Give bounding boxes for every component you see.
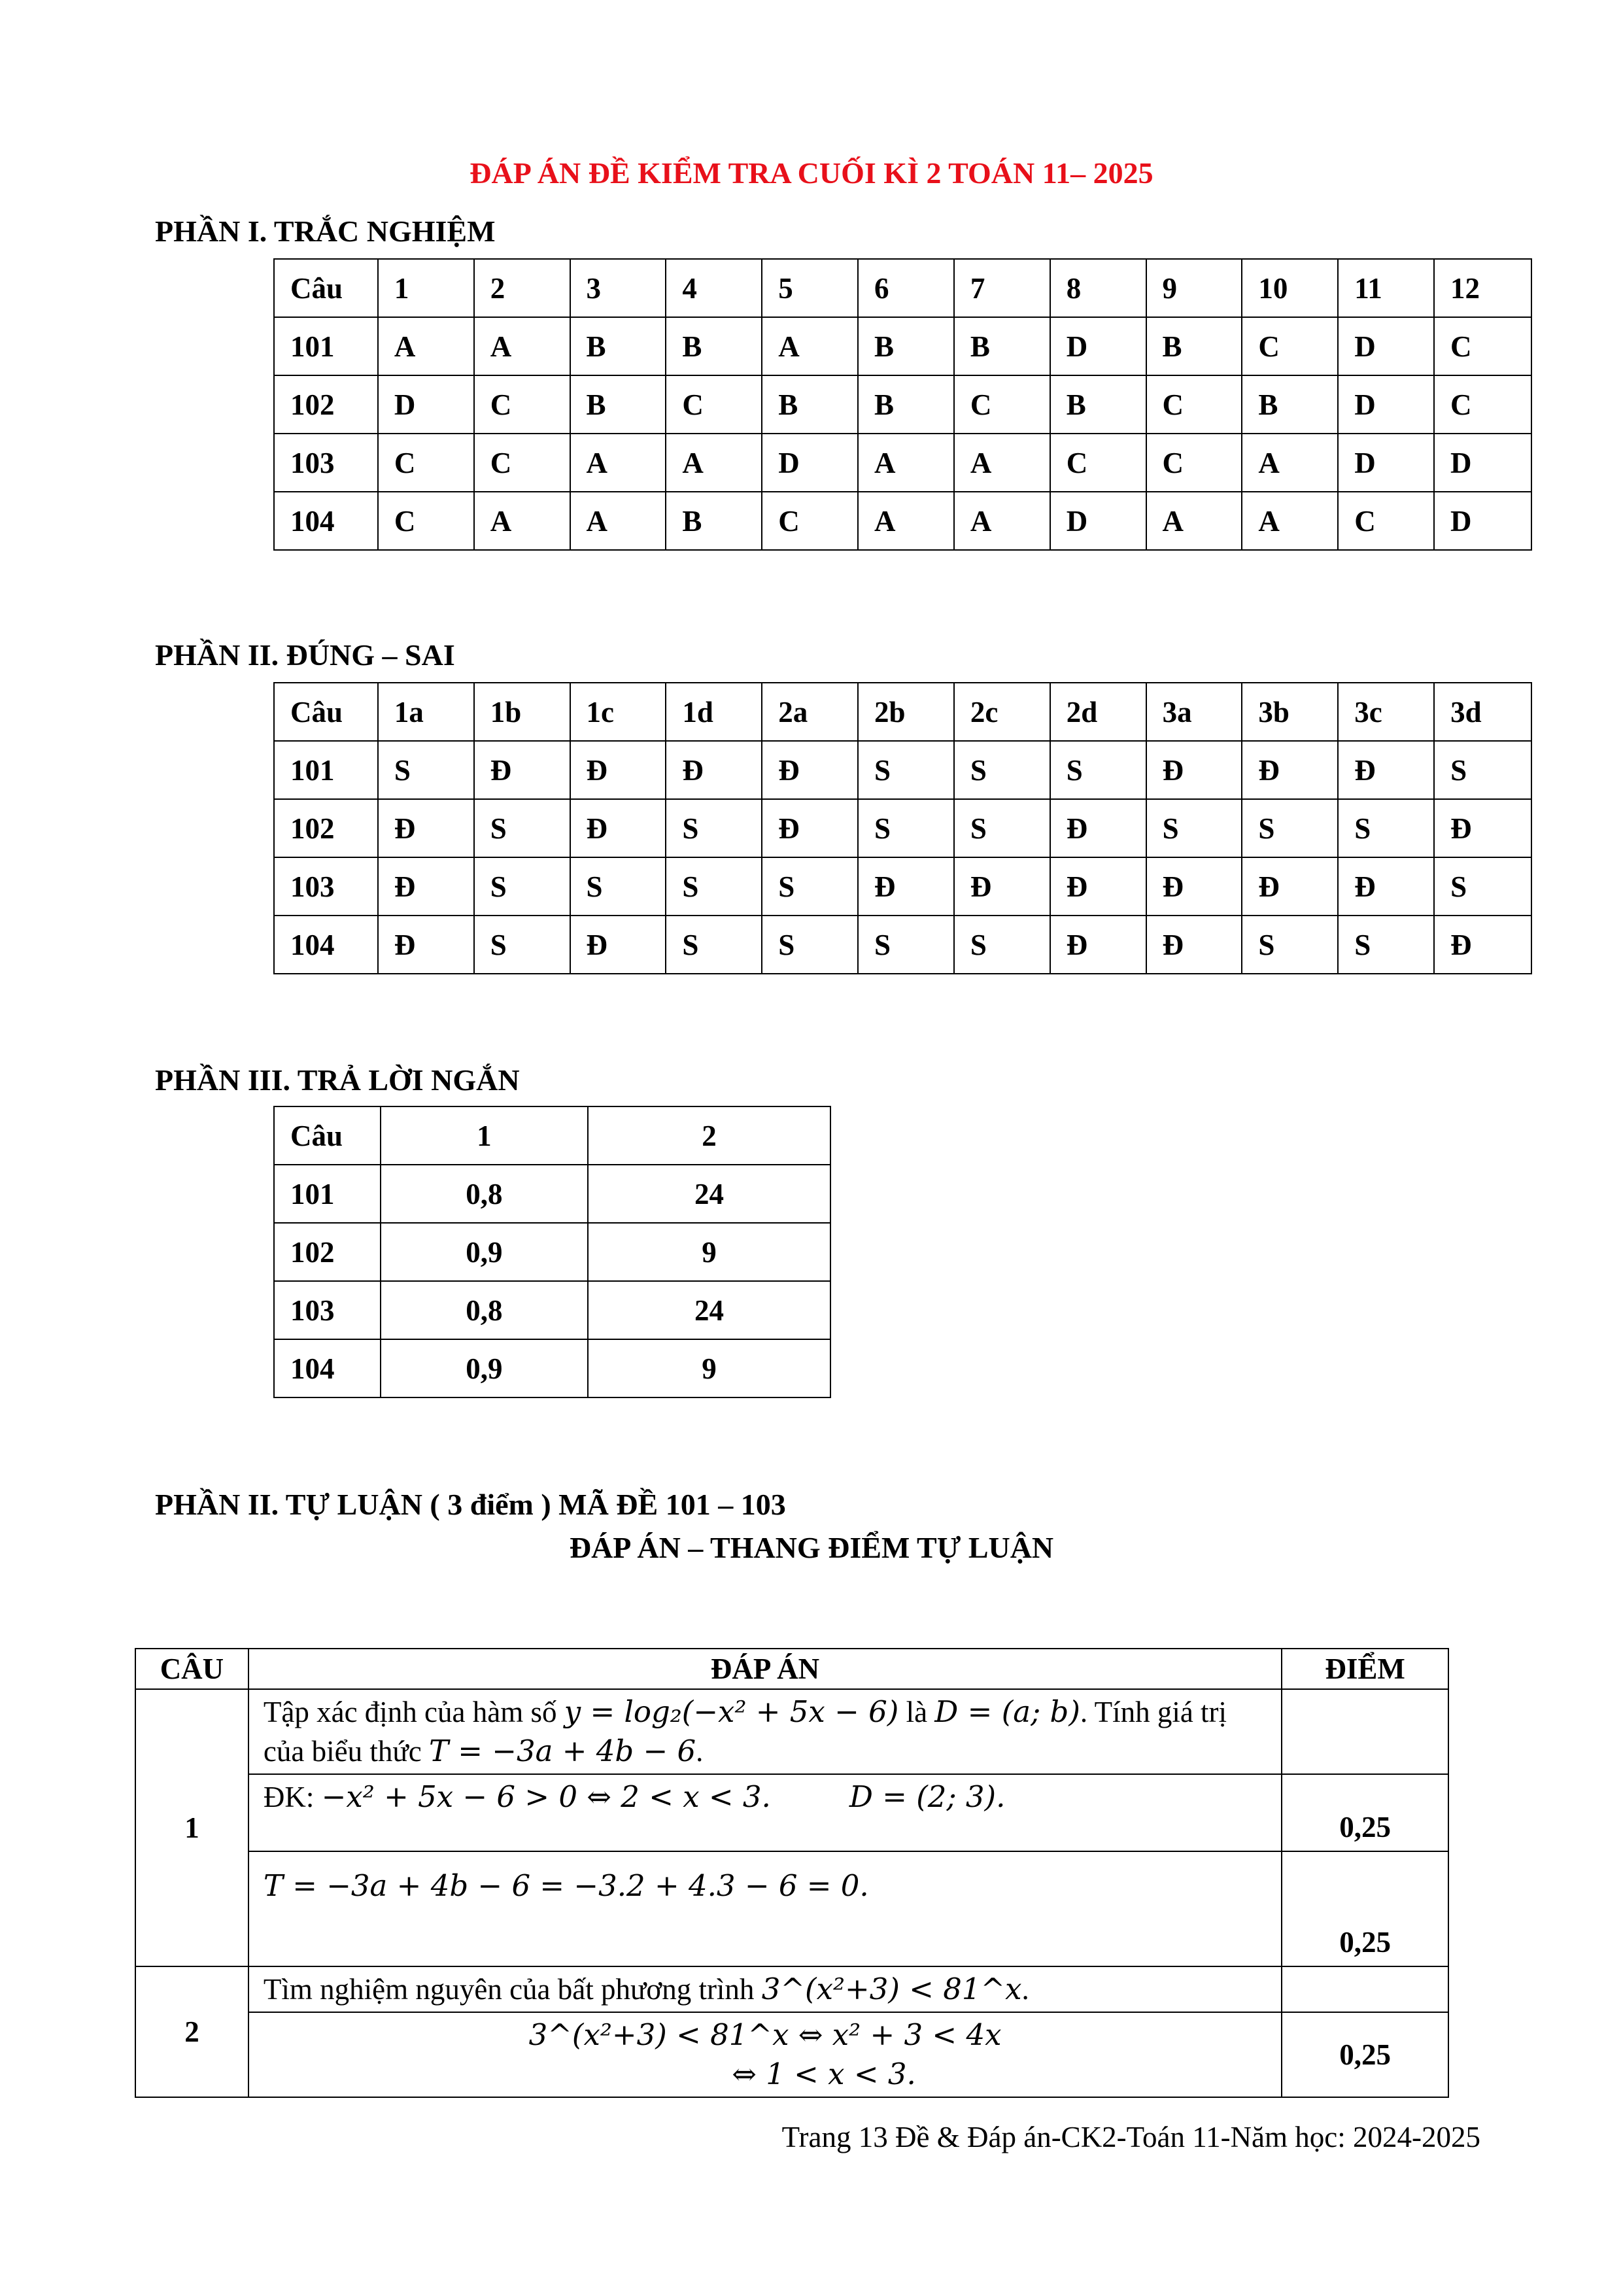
part2-header-cell: 1c [570, 683, 666, 741]
part1-cell: C [666, 375, 762, 434]
q1-step1-points: 0,25 [1282, 1774, 1448, 1851]
q2-prompt-end: . [1021, 1973, 1029, 2006]
part1-cell: B [666, 492, 762, 550]
part2-header-cell: 3b [1242, 683, 1338, 741]
part2-header-cell: 3a [1146, 683, 1242, 741]
part2-cell: S [1434, 857, 1531, 916]
part2-cell: Đ [378, 916, 474, 974]
part1-cell: C [474, 434, 570, 492]
part2-cell: Đ [1050, 857, 1146, 916]
part2-header-cell: 1d [666, 683, 762, 741]
part3-table [273, 1106, 831, 1398]
part3-row [274, 1281, 830, 1339]
essay-table [135, 1648, 1449, 2098]
part2-cell: S [1050, 741, 1146, 799]
q1-prompt-text-b: là [898, 1696, 935, 1728]
part1-cell: C [762, 492, 858, 550]
part3-cell: 102 [274, 1223, 381, 1281]
part1-cell: B [570, 375, 666, 434]
part2-header-cell: 3d [1434, 683, 1531, 741]
col-header-dap-an: ĐÁP ÁN [248, 1649, 1282, 1689]
part1-cell: A [570, 434, 666, 492]
part2-cell: Đ [570, 741, 666, 799]
page-footer: Trang 13 Đề & Đáp án-CK2-Toán 11-Năm học: 2024-2025 [781, 2121, 1480, 2153]
part1-cell: D [1050, 317, 1146, 375]
part3-cell: 103 [274, 1281, 381, 1339]
part2-header-cell: 2a [762, 683, 858, 741]
part1-cell: C [1050, 434, 1146, 492]
part1-cell: D [1338, 375, 1434, 434]
part1-cell: C [1146, 375, 1242, 434]
q1-prompt-points [1282, 1689, 1448, 1774]
part1-row [274, 317, 1531, 375]
part1-cell: B [1242, 375, 1338, 434]
part3-header-cell: 2 [588, 1106, 830, 1165]
part1-header-cell: 1 [378, 259, 474, 317]
part2-cell: S [1242, 799, 1338, 857]
part2-cell: S [474, 916, 570, 974]
q1-step2-points: 0,25 [1282, 1851, 1448, 1966]
part2-cell: Đ [570, 916, 666, 974]
part2-cell: 104 [274, 916, 378, 974]
part1-cell: C [378, 434, 474, 492]
part3-row [274, 1165, 830, 1223]
part1-cell: A [474, 492, 570, 550]
part2-header-cell: 2c [954, 683, 1050, 741]
part1-cell: C [1434, 375, 1531, 434]
q1-prompt [248, 1689, 1282, 1774]
part2-cell: S [666, 857, 762, 916]
part2-header-cell: 1a [378, 683, 474, 741]
q2-step-row [135, 2012, 1448, 2097]
q2-prompt [248, 1966, 1282, 2012]
part1-cell: 101 [274, 317, 378, 375]
q2-prompt-math: 3^(x²+3) < 81^x [761, 1972, 1022, 2006]
part2-cell: S [1338, 916, 1434, 974]
part3-cell: 101 [274, 1165, 381, 1223]
part1-header-cell: Câu [274, 259, 378, 317]
part1-cell: C [1338, 492, 1434, 550]
q1-number: 1 [135, 1689, 248, 1966]
part2-cell: S [858, 799, 954, 857]
part1-heading: PHẦN I. TRẮC NGHIỆM [155, 214, 496, 248]
part2-table [273, 682, 1532, 974]
part2-cell: Đ [1050, 916, 1146, 974]
col-header-diem: ĐIỂM [1282, 1649, 1448, 1689]
q2-prompt-points [1282, 1966, 1448, 2012]
part1-header-cell: 9 [1146, 259, 1242, 317]
part1-cell: B [1146, 317, 1242, 375]
q1-step1-domain: D = (2; 3). [849, 1779, 1006, 1814]
part3-cell: 0,9 [381, 1223, 588, 1281]
part1-cell: D [378, 375, 474, 434]
part1-cell: C [1146, 434, 1242, 492]
part2-cell: Đ [1242, 741, 1338, 799]
part2-cell: S [762, 857, 858, 916]
q1-step2-row [135, 1851, 1448, 1966]
part2-cell: Đ [1146, 916, 1242, 974]
part1-cell: B [762, 375, 858, 434]
q1-prompt-math-3: T = −3a + 4b − 6 [428, 1734, 696, 1768]
q2-number: 2 [135, 1966, 248, 2097]
part2-row [274, 741, 1531, 799]
q1-step2 [248, 1851, 1282, 1966]
part3-cell: 104 [274, 1339, 381, 1397]
part2-cell: Đ [1338, 741, 1434, 799]
part2-cell: Đ [1242, 857, 1338, 916]
part1-cell: C [954, 375, 1050, 434]
q1-prompt-row [135, 1689, 1448, 1774]
q2-step [248, 2012, 1282, 2097]
part2-cell: S [378, 741, 474, 799]
part2-cell: Đ [666, 741, 762, 799]
part2-cell: Đ [1338, 857, 1434, 916]
part3-cell: 0,9 [381, 1339, 588, 1397]
part3-heading: PHẦN III. TRẢ LỜI NGẮN [155, 1063, 520, 1097]
part1-cell: 103 [274, 434, 378, 492]
part1-cell: A [570, 492, 666, 550]
q1-step2-math: T = −3a + 4b − 6 = −3.2 + 4.3 − 6 = 0. [263, 1868, 869, 1903]
q1-step1-math: −x² + 5x − 6 > 0 ⇔ 2 < x < 3. [321, 1779, 771, 1814]
part2-heading: PHẦN II. ĐÚNG – SAI [155, 638, 455, 672]
part1-cell: C [1434, 317, 1531, 375]
part1-header-cell: 8 [1050, 259, 1146, 317]
part1-table [273, 258, 1532, 551]
part1-cell: A [1146, 492, 1242, 550]
part1-cell: B [858, 317, 954, 375]
part1-row [274, 375, 1531, 434]
part1-cell: B [666, 317, 762, 375]
part1-cell: A [1242, 492, 1338, 550]
part2-cell: Đ [762, 741, 858, 799]
part2-header-cell: 2d [1050, 683, 1146, 741]
part1-cell: A [378, 317, 474, 375]
part2-cell: Đ [570, 799, 666, 857]
q1-step1-row [135, 1774, 1448, 1851]
part1-cell: A [762, 317, 858, 375]
part3-cell: 0,8 [381, 1165, 588, 1223]
q1-prompt-math-1: y = log₂(−x² + 5x − 6) [564, 1694, 899, 1729]
part3-cell: 9 [588, 1339, 830, 1397]
part1-cell: D [1434, 434, 1531, 492]
part3-cell: 24 [588, 1165, 830, 1223]
part2-cell: 101 [274, 741, 378, 799]
part1-cell: B [858, 375, 954, 434]
part2-cell: Đ [1050, 799, 1146, 857]
part2-cell: S [474, 857, 570, 916]
q2-step-line-1: 3^(x²+3) < 81^x ⇔ x² + 3 < 4x [528, 2017, 1002, 2052]
q1-prompt-math-2: D = (a; b) [934, 1694, 1080, 1729]
part2-cell: S [570, 857, 666, 916]
part2-cell: S [666, 799, 762, 857]
q2-prompt-text: Tìm nghiệm nguyên của bất phương trình [263, 1973, 762, 2006]
part2-cell: 103 [274, 857, 378, 916]
part1-cell: 104 [274, 492, 378, 550]
part2-cell: Đ [474, 741, 570, 799]
part1-cell: B [570, 317, 666, 375]
part2-header-cell: 3c [1338, 683, 1434, 741]
part2-cell: Đ [1146, 857, 1242, 916]
part2-cell: Đ [762, 799, 858, 857]
part3-row [274, 1223, 830, 1281]
part2-cell: 102 [274, 799, 378, 857]
part2-cell: S [858, 741, 954, 799]
part1-cell: D [1434, 492, 1531, 550]
part1-header-cell: 2 [474, 259, 570, 317]
part2-cell: S [954, 916, 1050, 974]
part2-cell: Đ [858, 857, 954, 916]
part2-row [274, 799, 1531, 857]
part2-cell: S [762, 916, 858, 974]
part1-header-cell: 10 [1242, 259, 1338, 317]
q2-step-line-2: ⇔ 1 < x < 3. [732, 2057, 916, 2091]
part1-cell: A [954, 434, 1050, 492]
part1-cell: D [762, 434, 858, 492]
part1-header-cell: 12 [1434, 259, 1531, 317]
essay-header-row [135, 1649, 1448, 1689]
part1-cell: 102 [274, 375, 378, 434]
part1-header-cell: 3 [570, 259, 666, 317]
q1-prompt-text-c: . Tính giá trị của biểu thức [263, 1696, 1227, 1768]
part3-cell: 9 [588, 1223, 830, 1281]
part2-header-cell: 1b [474, 683, 570, 741]
part1-cell: A [858, 434, 954, 492]
part2-cell: S [474, 799, 570, 857]
part1-cell: C [378, 492, 474, 550]
part1-cell: C [1242, 317, 1338, 375]
part2-cell: Đ [954, 857, 1050, 916]
part2-cell: S [858, 916, 954, 974]
page-title: ĐÁP ÁN ĐỀ KIỂM TRA CUỐI KÌ 2 TOÁN 11– 2025 [470, 156, 1153, 190]
part2-row [274, 857, 1531, 916]
q1-step1-label: ĐK: [263, 1781, 322, 1813]
q1-prompt-text-a: Tập xác định của hàm số [263, 1696, 564, 1728]
q2-step-points: 0,25 [1282, 2012, 1448, 2097]
part2-cell: Đ [378, 799, 474, 857]
part1-row [274, 492, 1531, 550]
part2-cell: Đ [1146, 741, 1242, 799]
part2-cell: S [666, 916, 762, 974]
part1-cell: A [474, 317, 570, 375]
part4-heading: PHẦN II. TỰ LUẬN ( 3 điểm ) MÃ ĐỀ 101 – 103 [155, 1488, 786, 1521]
part2-header-cell: 2b [858, 683, 954, 741]
part2-cell: S [1146, 799, 1242, 857]
q1-step1 [248, 1774, 1282, 1851]
part2-header-row [274, 683, 1531, 741]
q1-prompt-text-d: . [696, 1735, 704, 1768]
part1-header-cell: 5 [762, 259, 858, 317]
part2-cell: Đ [1434, 916, 1531, 974]
part1-header-cell: 4 [666, 259, 762, 317]
part2-cell: S [1434, 741, 1531, 799]
part1-cell: D [1338, 434, 1434, 492]
part1-header-cell: 6 [858, 259, 954, 317]
part2-cell: Đ [378, 857, 474, 916]
part2-cell: S [1242, 916, 1338, 974]
part2-cell: S [1338, 799, 1434, 857]
part1-cell: A [858, 492, 954, 550]
part1-header-cell: 11 [1338, 259, 1434, 317]
col-header-cau: CÂU [135, 1649, 248, 1689]
part2-cell: Đ [1434, 799, 1531, 857]
part1-cell: C [474, 375, 570, 434]
part1-header-row [274, 259, 1531, 317]
part1-cell: D [1338, 317, 1434, 375]
part1-cell: D [1050, 492, 1146, 550]
part1-header-cell: 7 [954, 259, 1050, 317]
part1-cell: A [666, 434, 762, 492]
part3-header-cell: 1 [381, 1106, 588, 1165]
part3-row [274, 1339, 830, 1397]
part2-cell: S [954, 741, 1050, 799]
part1-cell: B [954, 317, 1050, 375]
part1-cell: B [1050, 375, 1146, 434]
part1-cell: A [954, 492, 1050, 550]
part4-subtitle: ĐÁP ÁN – THANG ĐIỂM TỰ LUẬN [569, 1531, 1054, 1564]
part3-header-row [274, 1106, 830, 1165]
part3-header-cell: Câu [274, 1106, 381, 1165]
q2-prompt-row [135, 1966, 1448, 2012]
part1-row [274, 434, 1531, 492]
part2-cell: S [954, 799, 1050, 857]
part1-cell: A [1242, 434, 1338, 492]
part2-row [274, 916, 1531, 974]
part2-header-cell: Câu [274, 683, 378, 741]
part3-cell: 0,8 [381, 1281, 588, 1339]
part3-cell: 24 [588, 1281, 830, 1339]
